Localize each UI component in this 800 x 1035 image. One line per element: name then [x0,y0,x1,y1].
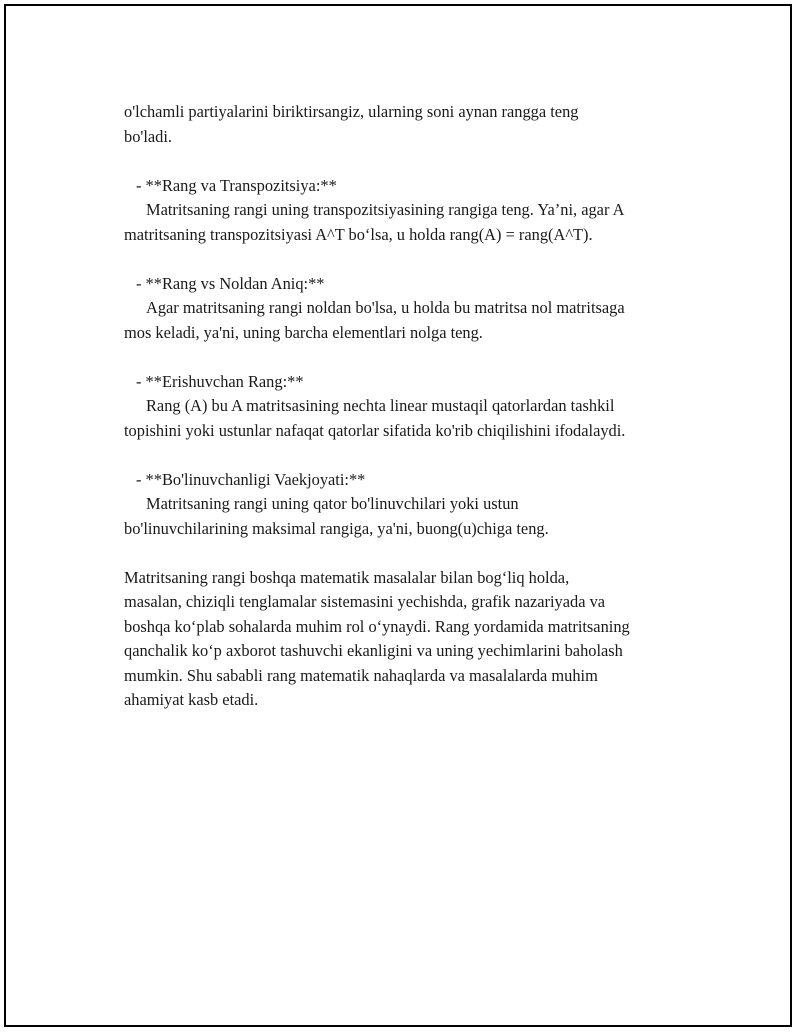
section-rang-transpozitsiya [124,174,704,248]
section-rang-noldan-aniq [124,272,704,346]
section-heading: - **Bo'linuvchanligi Vaekjoyati:** [136,469,366,489]
paragraph-gap [124,247,704,272]
section-line: topishini yoki ustunlar nafaqat qatorlar sifatida ko'rib chiqilishini ifodalaydi. [124,420,626,440]
section-line: Rang (A) bu A matritsasining nechta linear mustaqil qatorlardan tashkil [146,396,615,415]
paragraph-gap [124,149,704,174]
page-frame [4,4,792,1027]
paragraph-gap [124,443,704,468]
conclusion-line: boshqa ko‘plab sohalarda muhim rol o‘ynaydi. Rang yordamida matritsaning [124,616,630,636]
intro-line: o'lchamli partiyalarini biriktirsangiz, ularning soni aynan rangga teng [124,102,579,121]
section-line: Matritsaning rangi uning qator bo'linuvchilari yoki ustun [146,494,519,513]
conclusion-line: mumkin. Shu sababli rang matematik nahaqlarda va masalalarda muhim [124,665,598,685]
section-line: matritsaning transpozitsiyasi A^T bo‘lsa, u holda rang(A) = rang(A^T). [124,224,593,244]
section-erishuvchan-rang [124,370,704,444]
intro-paragraph [124,100,704,149]
conclusion-line: masalan, chiziqli tenglamalar sistemasini yechishda, grafik nazariyada va [124,592,606,611]
conclusion-line: Matritsaning rangi boshqa matematik masalalar bilan bog‘liq holda, [124,567,570,587]
intro-line: bo'ladi. [124,126,173,146]
paragraph-gap [124,345,704,370]
conclusion-paragraph [124,566,704,713]
section-line: bo'linuvchilarining maksimal rangiga, ya'ni, buong(u)chiga teng. [124,518,549,538]
conclusion-line: ahamiyat kasb etadi. [124,690,259,709]
document-body [124,100,704,713]
conclusion-line: qanchalik ko‘p axborot tashuvchi ekanligini va uning yechimlarini baholash [124,641,623,660]
section-bolinuvchanligi [124,468,704,542]
section-line: Matritsaning rangi uning transpozitsiyasining rangiga teng. Ya’ni, agar A [146,200,625,219]
section-heading: - **Erishuvchan Rang:** [136,371,304,391]
section-heading: - **Rang vs Noldan Aniq:** [136,273,325,293]
section-heading: - **Rang va Transpozitsiya:** [136,175,337,195]
section-line: mos keladi, ya'ni, uning barcha elementlari nolga teng. [124,322,483,342]
paragraph-gap [124,541,704,566]
section-line: Agar matritsaning rangi noldan bo'lsa, u holda bu matritsa nol matritsaga [146,298,625,317]
